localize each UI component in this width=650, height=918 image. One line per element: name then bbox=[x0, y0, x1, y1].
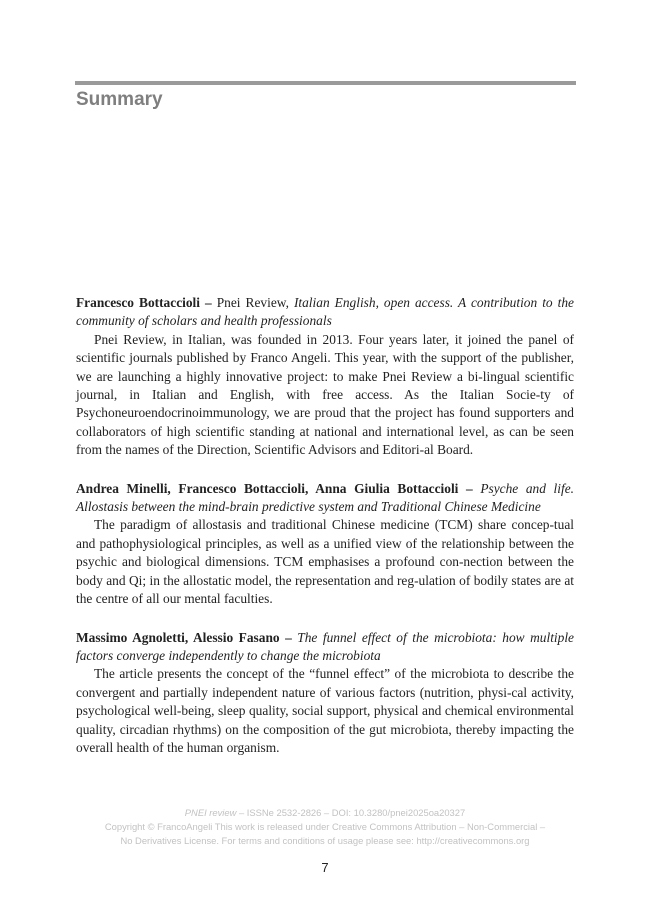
entry-separator: – bbox=[458, 480, 481, 496]
entry-authors: Francesco Bottaccioli bbox=[76, 295, 200, 310]
entry-heading bbox=[76, 629, 574, 666]
page-number: 7 bbox=[321, 860, 329, 875]
entry-authors: Andrea Minelli, Francesco Bottaccioli, Anna Giulia Bottaccioli bbox=[76, 480, 459, 496]
entry-title: The funnel effect of the microbiota: how multiple factors converge independently to change the microbiota bbox=[76, 629, 574, 663]
header-rule bbox=[75, 81, 576, 85]
summary-entry bbox=[76, 629, 574, 758]
entry-title: Psyche and life. Allostasis between the mind-brain predictive system and Traditional Chinese Medicine bbox=[76, 480, 574, 515]
footer-license-line: No Derivatives License. For terms and conditions of usage please see: http://creativecommons.org bbox=[120, 835, 530, 846]
entry-title: Italian English, open access. A contribution to the community of scholars and health professionals bbox=[76, 295, 574, 329]
entry-separator: – bbox=[279, 629, 298, 645]
entry-abstract: The paradigm of allostasis and traditional Chinese medicine (TCM) share concep-tual and pathophysiological principles, as well as a unified view of the relationship between the psychic and biological dimensions. TCM emphasises a profound con-nection between the body and Qi; in the allostatic model, the representation and reg-ulation of bodily states are at the centre of all our mental faculties. bbox=[76, 517, 574, 607]
entry-journal: Pnei Review, bbox=[216, 295, 294, 310]
entry-abstract: The article presents the concept of the “funnel effect” of the microbiota to describe the convergent and partially independent nature of various factors (nutrition, physi-cal activity, psychological well-being, sleep quality, social support, physical and chemical environmental quality, circadian rhythms) on the composition of the gut microbiota, thereby impacting the overall health of the human organism. bbox=[76, 666, 574, 755]
summary-entry bbox=[76, 294, 574, 460]
page-footer bbox=[0, 806, 650, 848]
entry-heading bbox=[76, 480, 574, 517]
entry-abstract: Pnei Review, in Italian, was founded in 2013. Four years later, it joined the panel of scientific journals published by Franco Angeli. This year, with the support of the publisher, we are launching a highly innovative project: to make Pnei Review a bi-lingual scientific journal, in Italian and English, with free access. As the Italian Socie-ty of Psychoneuroendocrinoimmunology, we are proud that the project has found supporters and collaborators of high scientific standing at national and international level, as can be seen from the names of the Direction, Scientific Advisors and Editori-al Board. bbox=[76, 331, 574, 458]
footer-citation bbox=[0, 806, 650, 820]
footer-issn-doi: – ISSNe 2532-2826 – DOI: 10.3280/pnei2025oa20327 bbox=[236, 807, 466, 818]
summary-content bbox=[76, 294, 574, 777]
footer-license-line: Copyright © FrancoAngeli This work is released under Creative Commons Attribution – Non-Commercial – bbox=[104, 821, 546, 832]
footer-journal: PNEI review bbox=[184, 807, 237, 818]
summary-entry bbox=[76, 480, 574, 609]
entry-heading bbox=[76, 294, 574, 331]
entry-authors: Massimo Agnoletti, Alessio Fasano bbox=[76, 629, 280, 645]
entry-separator: – bbox=[200, 295, 217, 310]
section-title: Summary bbox=[76, 89, 163, 110]
